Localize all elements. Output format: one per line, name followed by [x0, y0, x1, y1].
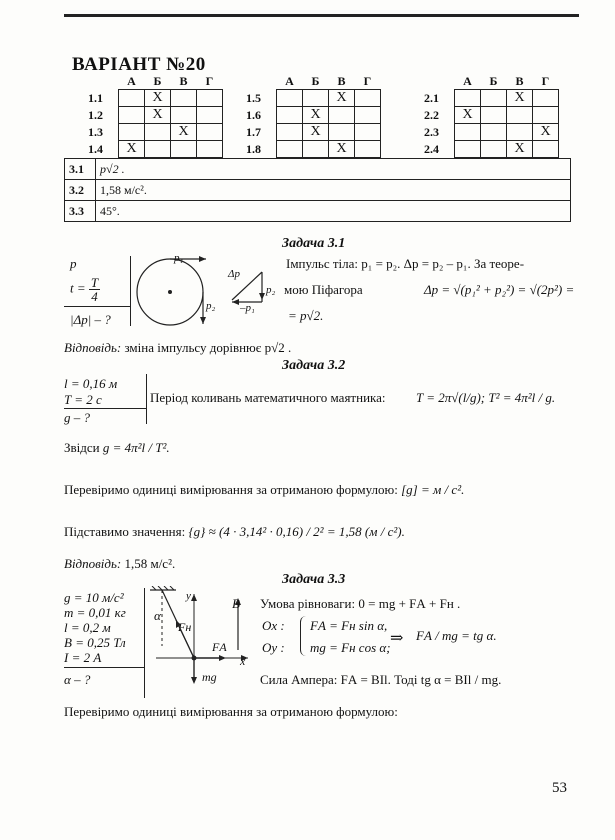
- given-item: l = 0,2 м: [64, 620, 111, 635]
- given-divider: [64, 408, 146, 409]
- grid-row-label: 2.1: [424, 90, 439, 105]
- grid-cell: [277, 90, 303, 107]
- grid-cell: [329, 107, 355, 124]
- result-formula: FА / mg = tg α.: [416, 628, 497, 643]
- given-T: T = 2 с: [64, 392, 102, 407]
- units-text: Перевіримо одиниці вимірювання за отриманою формулою:: [64, 482, 398, 497]
- given-p: p: [70, 256, 77, 271]
- grid-column-header: Б: [311, 74, 320, 88]
- given-item: B = 0,25 Тл: [64, 635, 126, 650]
- grid-column-header: А: [127, 74, 136, 88]
- grid-cell: X: [507, 90, 533, 107]
- grid-row: [88, 107, 223, 124]
- grid-cell: [145, 124, 171, 141]
- given-t-label: t =: [70, 280, 86, 296]
- grid-row-label: 1.6: [246, 107, 261, 122]
- grid-header-row: [88, 74, 223, 90]
- task-3-1-line2a: мою Піфагора: [284, 282, 363, 297]
- given-l: l = 0,16 м: [64, 376, 118, 391]
- grid-column-header: Г: [363, 74, 372, 88]
- grid-cell: [197, 124, 223, 141]
- subst-text: Підставимо значення:: [64, 524, 186, 539]
- fig-FA-label: FА: [212, 640, 227, 654]
- given-item: m = 0,01 кг: [64, 605, 126, 620]
- answer-grid-2: [246, 74, 381, 158]
- grid-cell: [355, 90, 381, 107]
- grid-cell: X: [145, 107, 171, 124]
- given-item: I = 2 А: [64, 650, 102, 665]
- task-3-1-line1: Імпульс тіла: p₁ = p₂. Δp = p₂ – p₁. За теоре-: [286, 256, 525, 271]
- circle-momentum-figure: [132, 252, 272, 336]
- answer-value: 45°.: [96, 201, 571, 222]
- grid-row-label: 1.7: [246, 124, 261, 139]
- ampere-line: Сила Ампера: FА = BIl. Тоді tg α = BIl / mg.: [260, 672, 502, 687]
- from-row: [64, 440, 170, 456]
- grid-cell: X: [455, 107, 481, 124]
- answer-label: Відповідь:: [64, 340, 122, 355]
- grid-cell: [481, 90, 507, 107]
- oy-label: Oy :: [262, 640, 285, 655]
- grid-column-header: А: [285, 74, 294, 88]
- grid-row-label: 1.5: [246, 90, 261, 105]
- grid-cell: [303, 90, 329, 107]
- given-bracket: [144, 588, 145, 698]
- grid-row-label: 1.8: [246, 141, 261, 156]
- grid-cell: [533, 141, 559, 158]
- given-t: [70, 276, 100, 303]
- units-formula: [g] = м / с².: [401, 482, 465, 497]
- equilibrium-line: Умова рівноваги: 0 = mg + FА + Fн .: [260, 596, 461, 611]
- answer-value: p√2 .: [96, 159, 571, 180]
- grid-cell: [481, 107, 507, 124]
- triangle-p2-label: p₂: [266, 284, 276, 296]
- answer-grid-table: [246, 74, 381, 158]
- grid-row: [424, 107, 559, 124]
- grid-cell: X: [303, 107, 329, 124]
- top-rule: [64, 14, 579, 17]
- grid-cell: [119, 90, 145, 107]
- task-3-3-heading: Задача 3.3: [282, 572, 346, 587]
- fig-x-label: x: [240, 654, 246, 668]
- triangle-minus-p1-label: –p₁: [240, 302, 255, 314]
- formula-text: Період коливань математичного маятника:: [150, 390, 386, 405]
- grid-row: [424, 90, 559, 107]
- units-row: [64, 482, 464, 498]
- subst-row: [64, 524, 405, 540]
- from-label: Звідси: [64, 440, 100, 455]
- grid-cell: [277, 141, 303, 158]
- given-divider: [64, 306, 130, 307]
- answer-label: 3.3: [65, 201, 96, 222]
- fig-mg-label: mg: [202, 670, 217, 684]
- grid-cell: X: [329, 141, 355, 158]
- ox-label: Ox :: [262, 618, 285, 633]
- frac-den: 4: [91, 289, 98, 304]
- grid-cell: X: [119, 141, 145, 158]
- grid-cell: [119, 124, 145, 141]
- grid-cell: [145, 141, 171, 158]
- fig-y-label: y: [186, 590, 191, 602]
- grid-cell: X: [303, 124, 329, 141]
- grid-cell: [197, 141, 223, 158]
- frac-num: T: [90, 275, 99, 290]
- grid-column-header: В: [515, 74, 524, 88]
- grid-cell: [171, 141, 197, 158]
- task-3-2-heading: Задача 3.2: [282, 358, 346, 373]
- grid-row-label: 1.3: [88, 124, 103, 139]
- find-dp: |Δp| – ?: [70, 312, 111, 327]
- grid-cell: X: [329, 90, 355, 107]
- grid-column-header: Б: [153, 74, 162, 88]
- grid-cell: [303, 141, 329, 158]
- given-divider: [64, 667, 144, 668]
- oy-equation: mg = Fн cos α;: [310, 640, 391, 655]
- grid-cell: [355, 107, 381, 124]
- grid-cell: [481, 124, 507, 141]
- answer-grid-1: [88, 74, 223, 158]
- grid-cell: [507, 124, 533, 141]
- page-number: 53: [552, 780, 567, 796]
- answer-row: [65, 201, 571, 222]
- grid-cell: X: [507, 141, 533, 158]
- grid-row-label: 1.4: [88, 141, 103, 156]
- answer-grid-table: [88, 74, 223, 158]
- grid-column-header: Г: [205, 74, 214, 88]
- vec-p1-label: p₁: [174, 252, 184, 264]
- grid-column-header: Б: [489, 74, 498, 88]
- grid-row: [246, 124, 381, 141]
- fig-alpha-label: α: [154, 608, 161, 623]
- answer-label: Відповідь:: [64, 556, 122, 571]
- grid-cell: [455, 124, 481, 141]
- system-brace: [300, 616, 307, 656]
- grid-header-row: [424, 74, 559, 90]
- task-3-1-heading: Задача 3.1: [282, 236, 346, 251]
- answer-value: 1,58 м/с².: [96, 180, 571, 201]
- grid-column-header: Г: [541, 74, 550, 88]
- grid-column-header: В: [337, 74, 346, 88]
- grid-cell: X: [171, 124, 197, 141]
- task-3-1-line3: = p√2.: [288, 308, 324, 323]
- given-t-fraction: [89, 276, 100, 303]
- grid-row: [246, 107, 381, 124]
- page-title: ВАРІАНТ №20: [72, 54, 206, 75]
- grid-cell: [171, 107, 197, 124]
- ox-equation: FА = Fн sin α,: [310, 618, 388, 633]
- grid-corner: [88, 74, 119, 90]
- grid-row-label: 1.2: [88, 107, 103, 122]
- given-item: g = 10 м/с²: [64, 590, 124, 605]
- grid-cell: [119, 107, 145, 124]
- task-3-1-answer: [64, 340, 291, 356]
- grid-cell: [197, 107, 223, 124]
- grid-row: [88, 124, 223, 141]
- answer-row: [65, 159, 571, 180]
- answer-label: 3.2: [65, 180, 96, 201]
- grid-row: [88, 90, 223, 107]
- answer-label: 3.1: [65, 159, 96, 180]
- grid-cell: [455, 90, 481, 107]
- answer-text: зміна імпульсу дорівнює p√2 .: [124, 340, 292, 355]
- task-3-2-answer: [64, 556, 175, 572]
- given-bracket: [130, 256, 131, 326]
- grid-cell: [533, 107, 559, 124]
- grid-cell: [277, 124, 303, 141]
- grid-row-label: 2.2: [424, 107, 439, 122]
- task-3-3-units: Перевіримо одиниці вимірювання за отриманою формулою:: [64, 704, 398, 719]
- grid-corner: [246, 74, 277, 90]
- grid-header-row: [246, 74, 381, 90]
- grid-cell: [277, 107, 303, 124]
- grid-row-label: 1.1: [88, 90, 103, 105]
- grid-cell: [355, 124, 381, 141]
- grid-row: [424, 124, 559, 141]
- given-list: [64, 590, 126, 665]
- answer-grid-3: [424, 74, 559, 158]
- given-bracket: [146, 374, 147, 424]
- fig-FH-label: Fн: [178, 620, 192, 634]
- triangle-dp-label: Δp: [228, 268, 240, 280]
- grid-column-header: В: [179, 74, 188, 88]
- grid-cell: [355, 141, 381, 158]
- grid-cell: [197, 90, 223, 107]
- grid-cell: [455, 141, 481, 158]
- grid-cell: [481, 141, 507, 158]
- answer-text: 1,58 м/с².: [124, 556, 176, 571]
- grid-cell: [171, 90, 197, 107]
- part3-answers-table: [64, 158, 571, 222]
- grid-corner: [424, 74, 455, 90]
- grid-cell: X: [145, 90, 171, 107]
- task-3-1-line2b: Δp = √(p₁² + p₂²) = √(2p²) =: [424, 282, 575, 297]
- grid-column-header: А: [463, 74, 472, 88]
- find-alpha: α – ?: [64, 672, 91, 687]
- grid-row-label: 2.3: [424, 124, 439, 139]
- from-formula: g = 4π²l / T².: [102, 440, 170, 455]
- grid-row: [424, 141, 559, 158]
- grid-cell: X: [533, 124, 559, 141]
- formula: T = 2π√(l/g); T² = 4π²l / g.: [416, 390, 556, 405]
- grid-cell: [329, 124, 355, 141]
- fig-B-label: B: [232, 596, 240, 611]
- grid-row: [246, 141, 381, 158]
- implies-arrow: ⇒: [390, 630, 404, 647]
- subst-formula: {g} ≈ (4 · 3,14² · 0,16) / 2² = 1,58 (м / с²).: [188, 524, 405, 539]
- find-g: g – ?: [64, 410, 90, 425]
- grid-cell: [533, 90, 559, 107]
- grid-row: [88, 141, 223, 158]
- answer-grid-table: [424, 74, 559, 158]
- grid-row-label: 2.4: [424, 141, 439, 156]
- grid-cell: [507, 107, 533, 124]
- answer-row: [65, 180, 571, 201]
- vec-p2-label: p₂: [206, 300, 216, 312]
- grid-row: [246, 90, 381, 107]
